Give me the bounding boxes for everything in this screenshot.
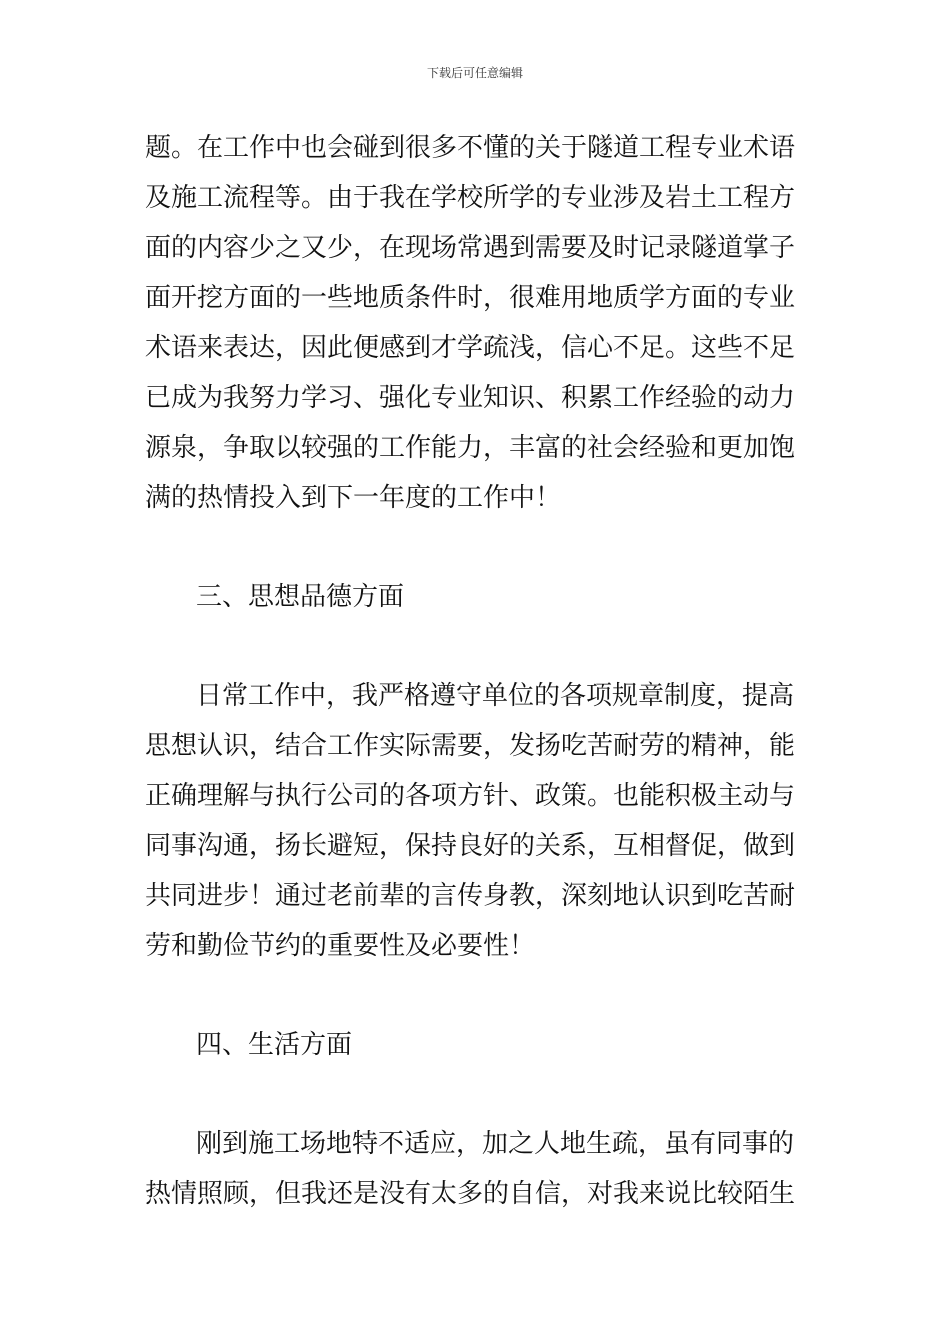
paragraph-line: 刚到施工场地特不适应，加之人地生疏，虽有同事的 — [196, 1129, 795, 1159]
paragraph-line: 题。在工作中也会碰到很多不懂的关于隧道工程专业术语 — [145, 133, 796, 163]
paragraph-line: 满的热情投入到下一年度的工作中！ — [145, 483, 562, 513]
paragraph-line: 同事沟通，扬长避短，保持良好的关系，互相督促，做到 — [145, 831, 796, 861]
paragraph-line: 及施工流程等。由于我在学校所学的专业涉及岩土工程方 — [145, 183, 796, 213]
paragraph-line: 共同进步！通过老前辈的言传身教，深刻地认识到吃苦耐 — [145, 881, 796, 911]
paragraph-line: 正确理解与执行公司的各项方针、政策。也能积极主动与 — [145, 781, 796, 811]
paragraph-line: 热情照顾，但我还是没有太多的自信，对我来说比较陌生 — [145, 1179, 796, 1209]
paragraph-line: 面的内容少之又少，在现场常遇到需要及时记录隧道掌子 — [145, 233, 796, 263]
paragraph-line: 面开挖方面的一些地质条件时，很难用地质学方面的专业 — [145, 283, 796, 313]
page-header: 下载后可任意编辑 — [426, 66, 523, 80]
paragraph-line: 思想认识，结合工作实际需要，发扬吃苦耐劳的精神，能 — [145, 731, 796, 761]
paragraph-line: 日常工作中，我严格遵守单位的各项规章制度，提高 — [196, 681, 795, 711]
paragraph-line: 劳和勤俭节约的重要性及必要性！ — [145, 931, 536, 961]
section-heading: 四、生活方面 — [196, 1030, 353, 1060]
paragraph-line: 已成为我努力学习、强化专业知识、积累工作经验的动力 — [145, 383, 796, 413]
paragraph-line: 术语来表达，因此便感到才学疏浅，信心不足。这些不足 — [145, 333, 796, 363]
paragraph-line: 源泉，争取以较强的工作能力，丰富的社会经验和更加饱 — [145, 433, 796, 463]
section-heading: 三、思想品德方面 — [196, 582, 405, 612]
